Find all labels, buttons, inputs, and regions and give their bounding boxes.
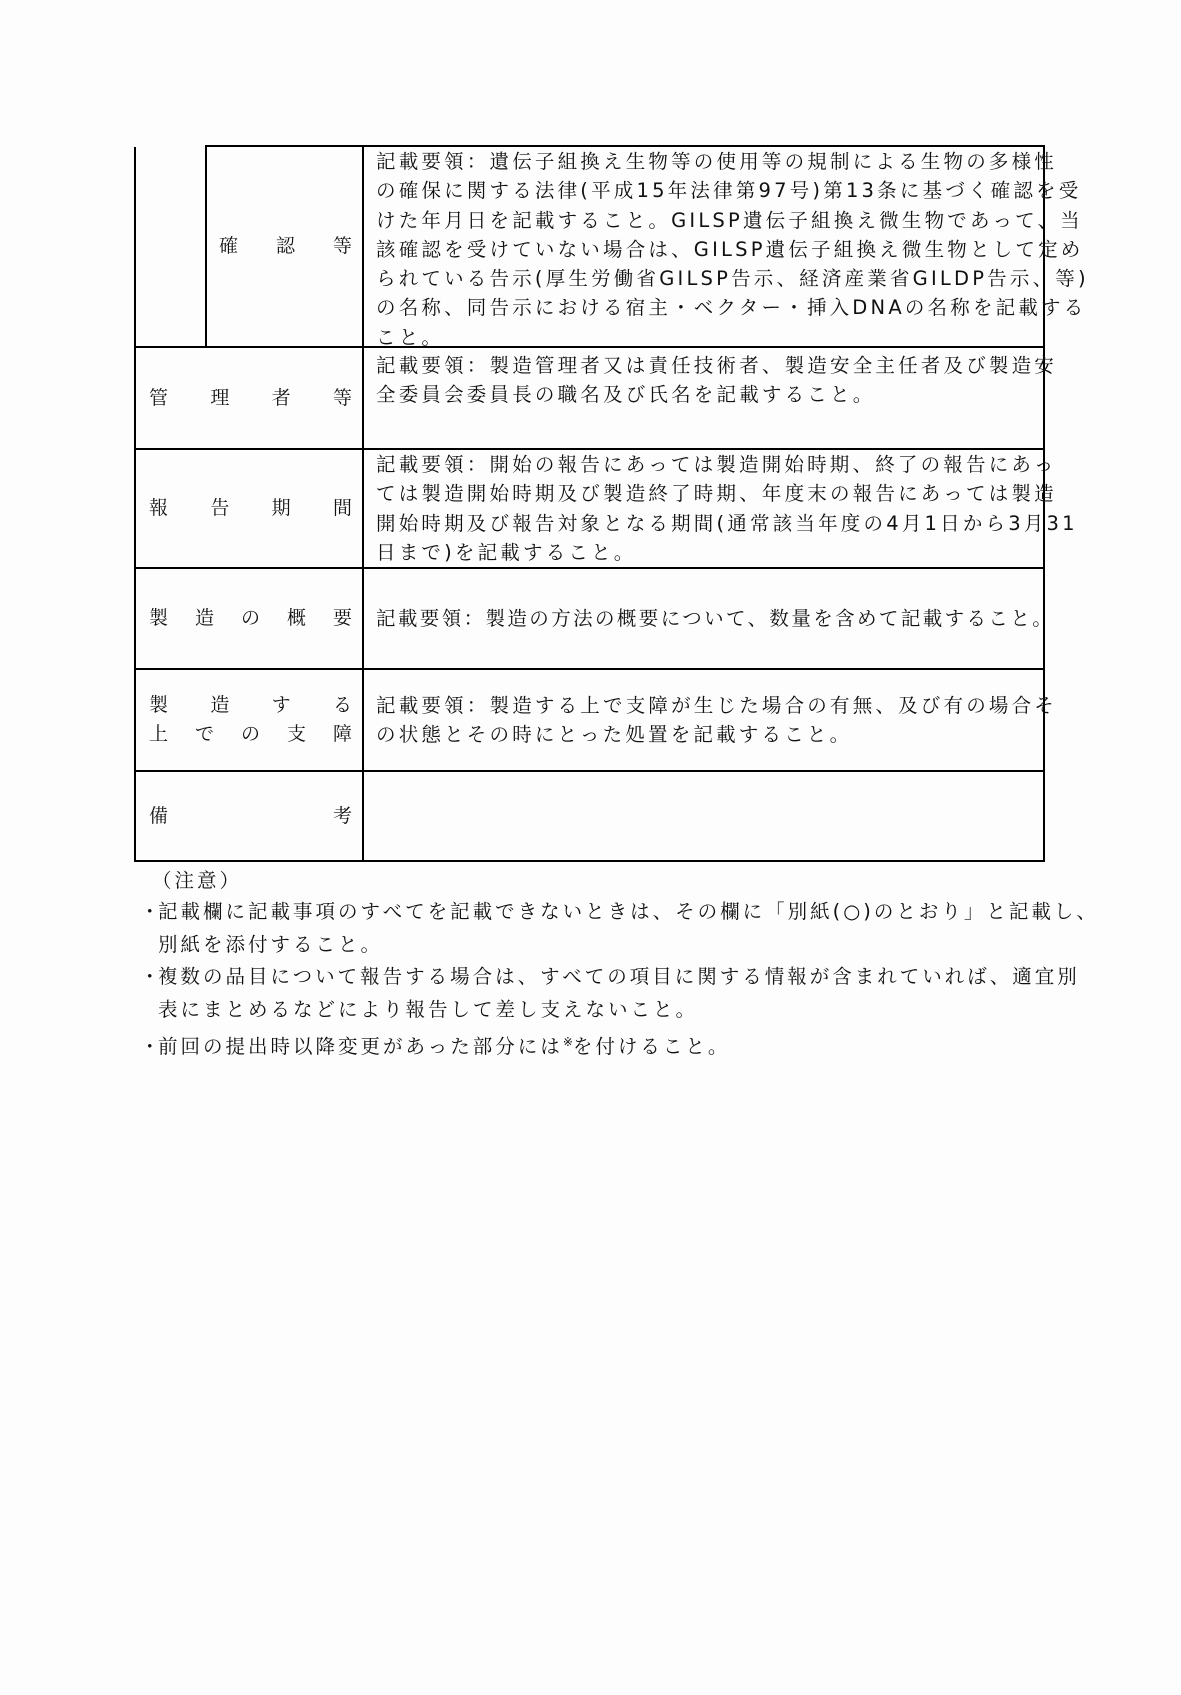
row-label-manufacturing-overview [149,569,352,668]
content-line: けた年月日を記載すること。GILSP遺伝子組換え微生物であって、当 [376,208,1083,232]
label-char: 確 [219,235,239,257]
row-content-report-period [376,450,1078,567]
label-char: で [194,723,214,745]
label-line [149,802,352,831]
content-line: 記載要領：製造管理者又は責任技術者、製造安全主任者及び製造安 [376,354,1058,377]
label-char: 支 [286,723,306,745]
content-line: 該確認を受けていない場合は、GILSP遺伝子組換え微生物として定め [376,237,1084,261]
label-char: 間 [332,497,352,519]
label-line [149,691,352,720]
content-line: 記載要領：遺伝子組換え生物等の使用等の規制による生物の多様性 [376,150,1058,173]
label-line [149,604,352,633]
note-item [140,1026,1050,1059]
label-char: 者 [271,386,291,409]
content-line: こと。 [376,325,445,349]
label-char: 告 [210,497,230,519]
note-text: 表にまとめるなどにより報告して差し支えないこと。 [158,997,699,1021]
row-label-confirmation [219,147,352,346]
label-char: の [240,607,260,629]
label-char: 上 [149,723,169,745]
row-content-manufacturing-issues [376,670,1058,770]
table-subcolumn-divider [205,145,207,348]
row-label-managers [149,348,352,448]
note-text: 複数の品目について報告する場合は、すべての項目に関する情報が含まれていれば、適宜別 [158,965,1080,989]
label-char: 要 [332,607,352,629]
bullet-icon: ・ [140,900,160,923]
note-text: 前回の提出時以降変更があった部分には [158,1035,563,1059]
label-char: 期 [271,497,291,519]
label-char: 造 [194,607,214,629]
label-char: の [240,723,260,745]
content-line: られている告示(厚生労働省GILSP告示、経済産業省GILDP告示、等) [376,267,1089,291]
label-char: 等 [332,386,352,409]
note-continuation [140,929,1050,962]
label-char: 認 [275,235,295,257]
content-line: 記載要領：製造する上で支障が生じた場合の有無、及び有の場合そ [376,693,1058,717]
table-column-divider [362,145,364,862]
content-line: ては製造開始時期及び製造終了時期、年度末の報告にあっては製造 [376,482,1057,506]
label-char: 概 [286,607,306,629]
note-text: 別紙を添付すること。 [158,932,384,956]
content-line: の確保に関する法律(平成15年法律第97号)第13条に基づく確認を受 [376,179,1082,203]
label-char: す [271,694,291,716]
content-line: 記載要領：開始の報告にあっては製造開始時期、終了の報告にあっ [376,453,1057,476]
bullet-icon: ・ [140,1035,160,1059]
content-line: の状態とその時にとった処置を記載すること。 [376,723,853,746]
row-label-manufacturing-issues [149,670,352,770]
row-content-confirmation [376,147,1089,352]
row-label-remarks [149,772,352,860]
bullet-icon: ・ [140,965,160,989]
content-line: 全委員会委員長の職名及び氏名を記載すること。 [376,383,876,407]
table-border-left [134,147,136,862]
row-content-remarks[interactable] [376,772,1044,860]
reference-mark-icon: ※ [562,1035,573,1050]
notes-section [140,866,1099,1059]
label-char: 製 [149,607,169,629]
content-line: 日まで)を記載すること。 [376,540,637,564]
note-continuation [140,994,1050,1027]
label-line [149,384,352,413]
label-char: 理 [210,386,230,409]
label-line [149,720,352,749]
row-content-manufacturing-overview [376,569,1055,668]
row-label-report-period [149,450,352,567]
content-line: の名称、同告示における宿主・ベクター・挿入DNAの名称を記載する [376,296,1087,320]
label-char: 製 [149,694,169,716]
row-content-managers [376,348,1058,441]
label-char: 障 [332,723,352,745]
content-line: 記載要領：製造の方法の概要について、数量を含めて記載すること。 [376,606,1055,630]
label-char: 備 [149,804,169,827]
note-text: を付けること。 [572,1035,731,1059]
label-char: 管 [149,386,169,409]
label-char: 造 [210,694,230,716]
label-char: 報 [149,497,169,519]
table-border-bottom [134,860,1045,862]
content-line: 開始時期及び報告対象となる期間(通常該当年度の4月1日から3月31 [376,511,1078,535]
note-text: 記載欄に記載事項のすべてを記載できないときは、その欄に「別紙(○)のとおり」と記載し、 [158,900,1099,923]
label-line [219,232,352,261]
label-char: 考 [332,804,352,827]
label-char: る [332,694,352,716]
label-char: 等 [332,235,352,257]
notes-heading: （注意） [152,869,243,892]
note-item [140,896,1099,929]
note-item [140,961,1080,994]
label-line [149,494,352,523]
